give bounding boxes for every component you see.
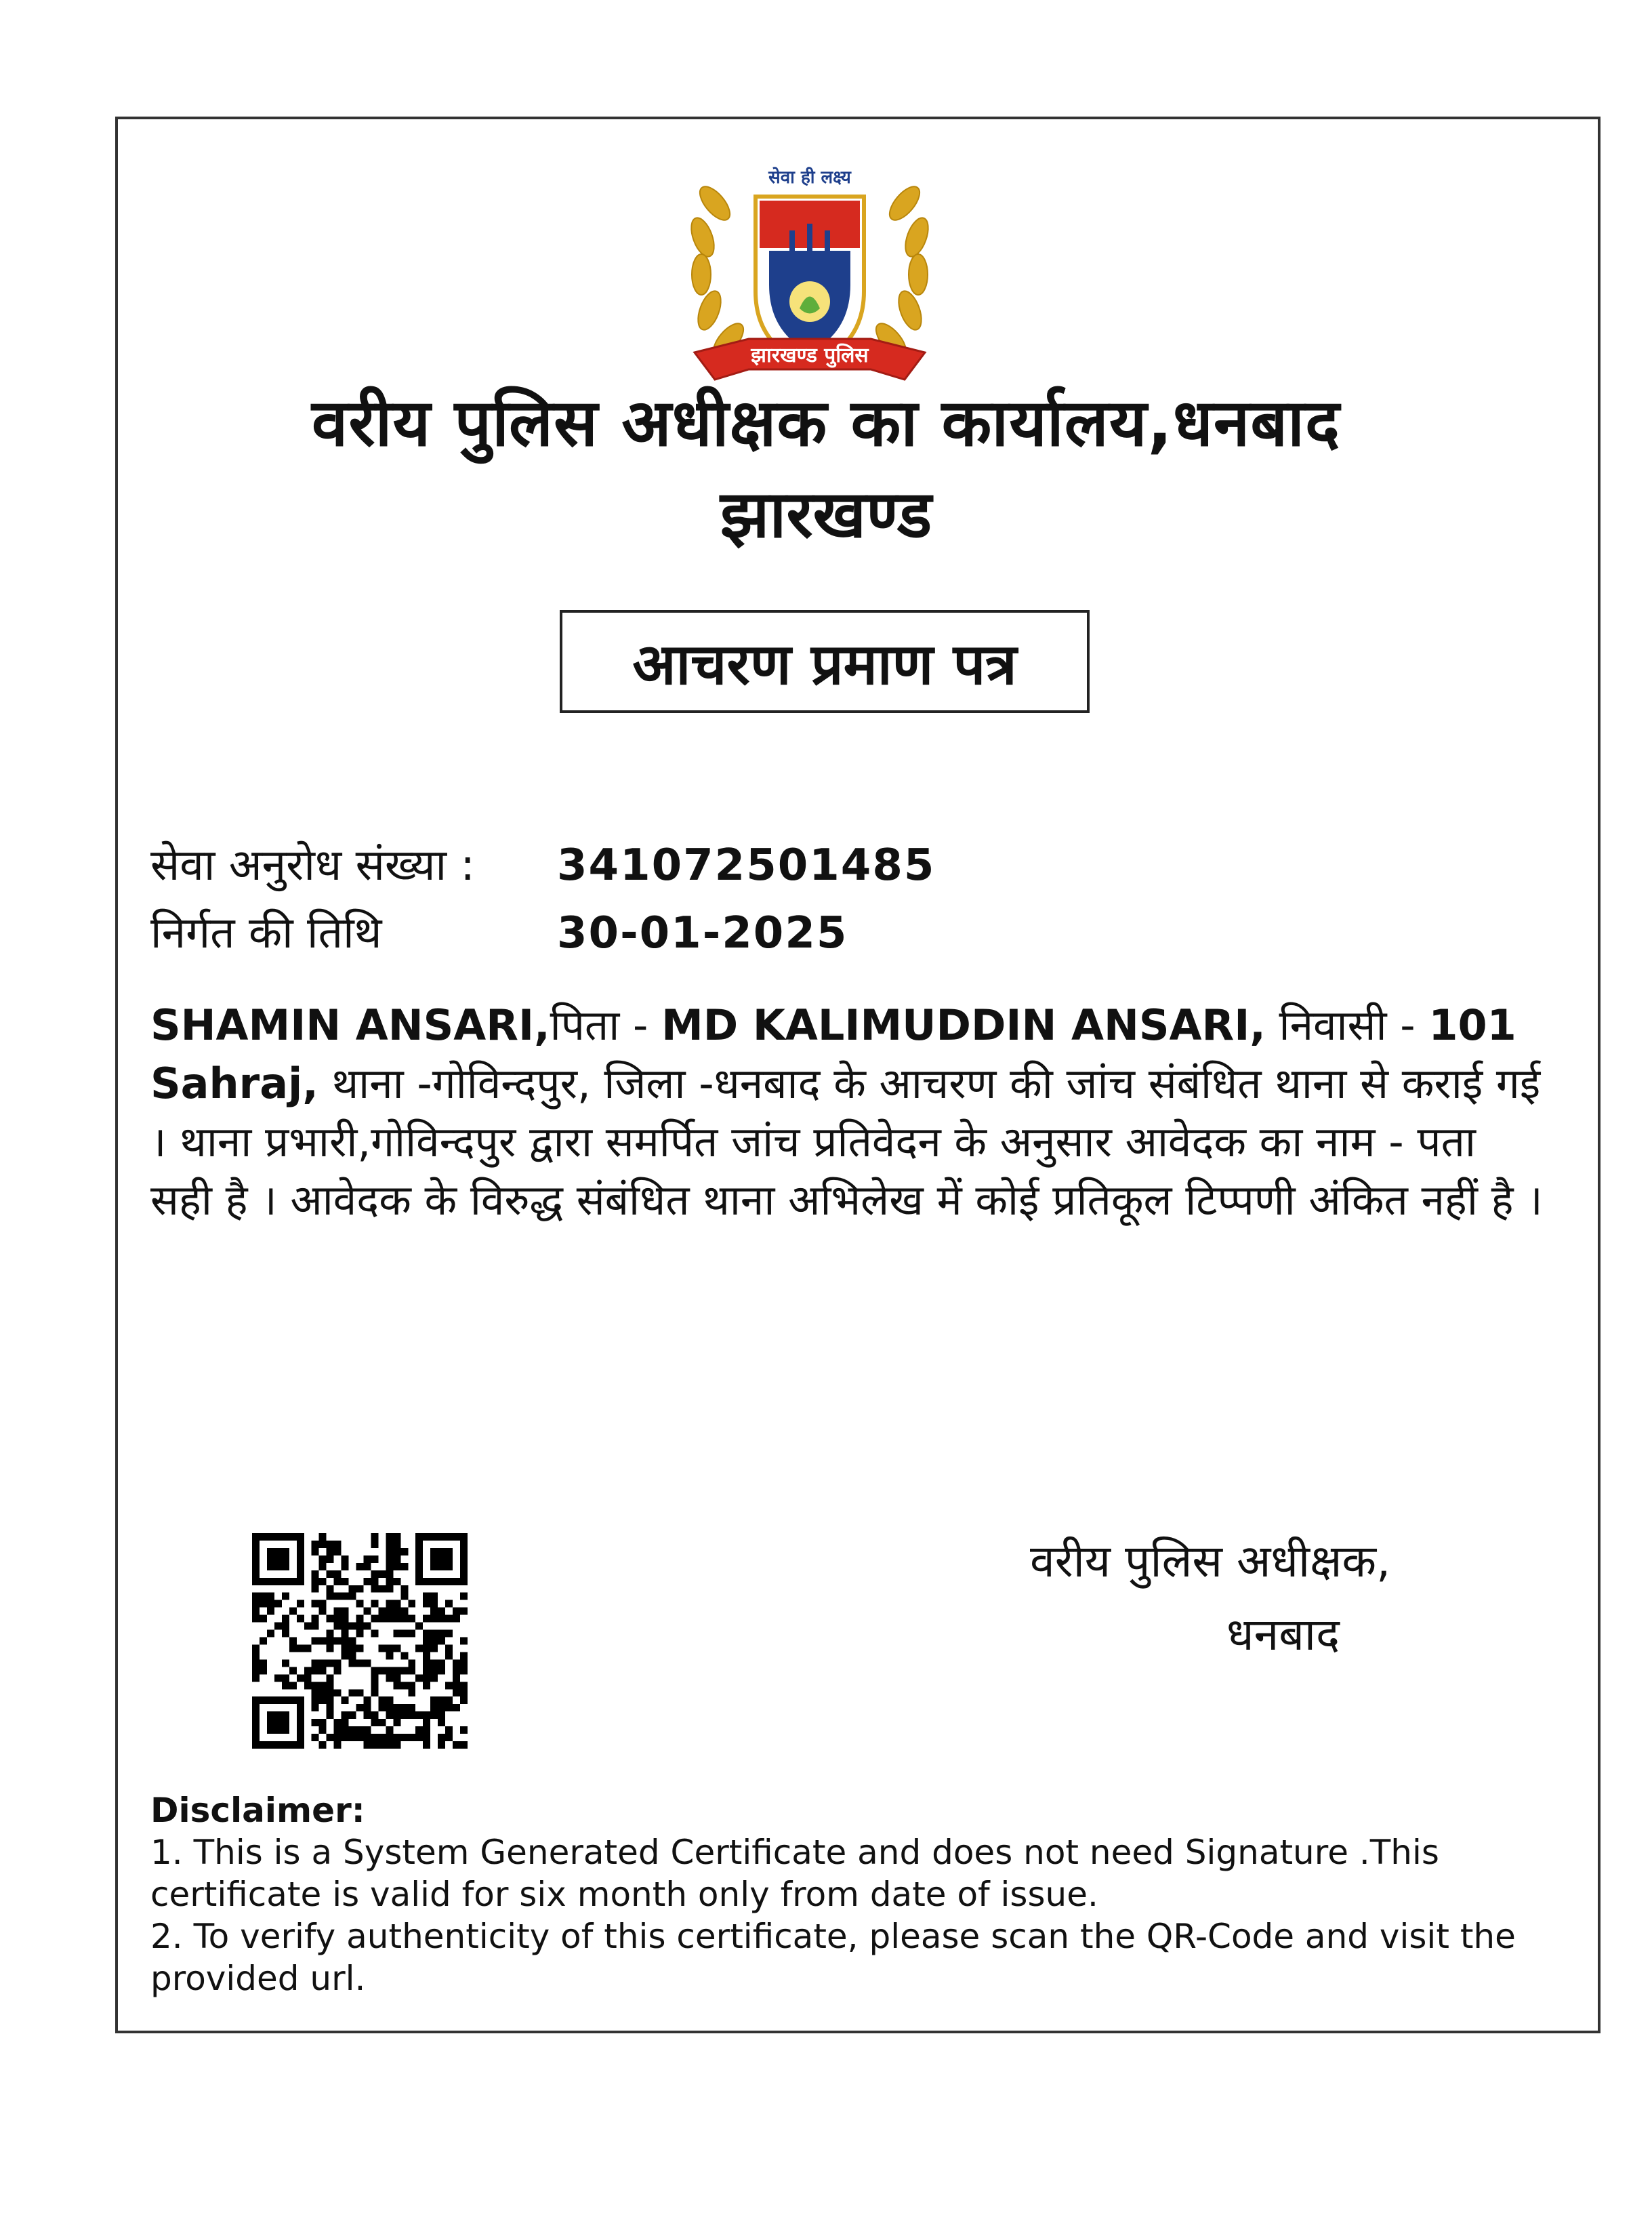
certificate-title-box (560, 610, 1090, 713)
qr-code-icon[interactable] (252, 1533, 468, 1749)
signatory-location: धनबाद (1226, 1608, 1340, 1661)
certificate-title: आचरण प्रमाण पत्र (632, 630, 1017, 697)
issue-date-row (150, 901, 848, 960)
signatory-title: वरीय पुलिस अधीक्षक, (1030, 1535, 1391, 1587)
request-number-row (150, 834, 935, 893)
disclaimer-item-2: 2. To verify authenticity of this certificate, please scan the QR-Code and visit the provided url. (150, 1917, 1516, 1998)
emblem-motto-text: सेवा ही लक्ष्य (768, 167, 851, 188)
applicant-name: SHAMIN ANSARI, (150, 1000, 550, 1050)
office-title: वरीय पुलिस अधीक्षक का कार्यालय,धनबाद (312, 385, 1340, 461)
state-title: झारखण्ड (720, 476, 932, 552)
disclaimer-item-1: 1. This is a System Generated Certificate and does not need Signature .This certificate is valid for six month only from date of issue. (150, 1833, 1439, 1914)
certificate-body (150, 996, 1546, 1229)
jharkhand-police-emblem-icon (667, 149, 952, 407)
request-label: सेवा अनुरोध संख्या : (150, 840, 475, 891)
father-name: MD KALIMUDDIN ANSARI, (661, 1000, 1266, 1050)
disclaimer (150, 1789, 1546, 1999)
emblem-ribbon-text: झारखण्ड पुलिस (751, 344, 869, 367)
father-label: पिता - (550, 1000, 662, 1050)
disclaimer-heading: Disclaimer: (150, 1791, 365, 1830)
applicant-address: 101 Sahraj, (150, 1000, 1516, 1108)
issue-date: 30-01-2025 (557, 908, 848, 958)
body-text: थाना -गोविन्दपुर, जिला -धनबाद के आचरण की जांच संबंधित थाना से कराई गई । थाना प्रभारी,गोविन्दपुर द्वारा समर्पित जांच प्रतिवेदन के अनुसार आवेदक का नाम - पता सही है । आवेदक के विरुद्ध संबंधित थाना अभिलेख में कोई प्रतिकूल टिप्पणी अंकित नहीं है । (150, 1059, 1543, 1225)
signatory-block (1030, 1525, 1518, 1671)
resident-label: निवासी - (1265, 1000, 1429, 1050)
issue-date-label: निर्गत की तिथि (150, 908, 382, 958)
request-number: 341072501485 (557, 840, 936, 891)
